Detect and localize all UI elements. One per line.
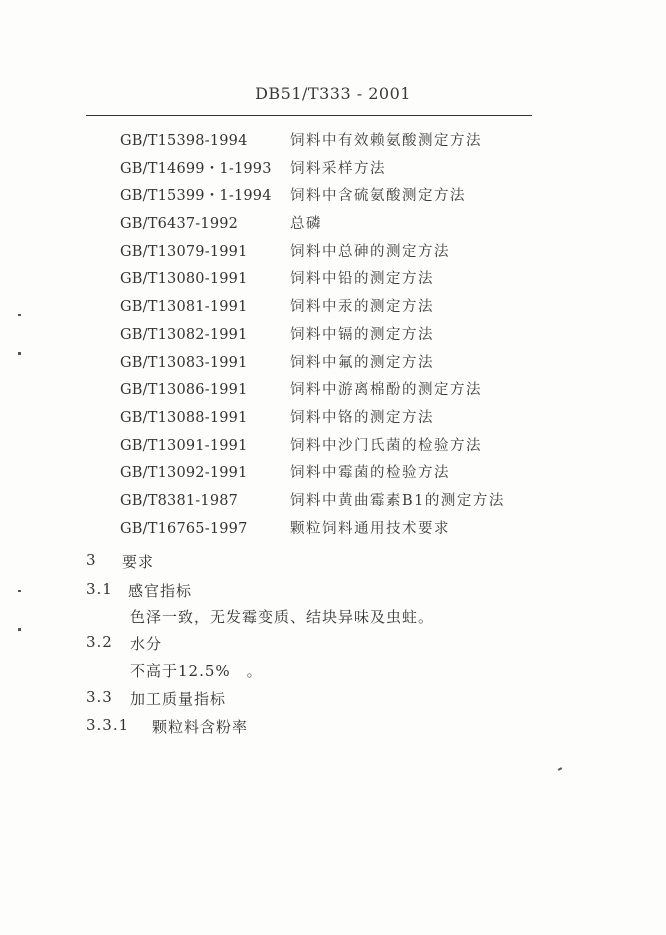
reference-title: 饲料采样方法 xyxy=(290,160,386,177)
reference-code: GB/T15398-1994 xyxy=(120,133,248,149)
reference-code: GB/T13083-1991 xyxy=(120,354,248,371)
section-3-1-heading xyxy=(0,580,666,604)
reference-title: 颗粒饲料通用技术要求 xyxy=(290,520,450,537)
section-title: 颗粒料含粉率 xyxy=(152,718,249,736)
section-title: 要求 xyxy=(122,553,155,571)
scan-speck xyxy=(18,628,21,631)
section-number: 3.2 xyxy=(86,633,113,651)
header-rule xyxy=(86,115,532,116)
reference-row xyxy=(0,156,666,184)
reference-title: 饲料中有效赖氨酸测定方法 xyxy=(290,133,482,149)
reference-row xyxy=(0,377,666,405)
reference-title: 饲料中霉菌的检验方法 xyxy=(290,465,450,482)
reference-row xyxy=(0,433,666,461)
section-3-2-heading xyxy=(0,633,666,657)
reference-title: 饲料中铬的测定方法 xyxy=(290,409,434,426)
section-3-3-heading xyxy=(0,688,666,712)
reference-title: 总磷 xyxy=(290,216,322,233)
standard-code-header: DB51/T333 - 2001 xyxy=(255,84,411,103)
reference-code: GB/T13081-1991 xyxy=(120,299,248,316)
reference-title: 饲料中总砷的测定方法 xyxy=(290,243,450,260)
section-3-1-body: 色泽一致，无发霉变质、结块异味及虫蛀。 xyxy=(130,608,435,626)
reference-code: GB/T16765-1997 xyxy=(120,520,248,537)
reference-title: 饲料中含硫氨酸测定方法 xyxy=(290,188,466,205)
reference-row xyxy=(0,183,666,211)
reference-row xyxy=(0,266,666,294)
scan-speck xyxy=(558,767,562,771)
section-3-3-1-heading xyxy=(0,716,666,740)
reference-title: 饲料中汞的测定方法 xyxy=(290,299,434,316)
reference-row xyxy=(0,516,666,544)
reference-row xyxy=(0,211,666,239)
normative-references-list xyxy=(0,128,666,543)
reference-code: GB/T13086-1991 xyxy=(120,382,248,399)
section-number: 3.3.1 xyxy=(86,716,130,734)
section-number: 3.1 xyxy=(86,580,113,598)
scan-speck xyxy=(18,314,21,316)
reference-row xyxy=(0,405,666,433)
scan-speck xyxy=(18,590,21,592)
section-3-2-body: 不高于12.5% 。 xyxy=(130,662,263,680)
reference-code: GB/T15399・1-1994 xyxy=(120,188,272,205)
section-number: 3.3 xyxy=(86,688,113,706)
reference-row xyxy=(0,294,666,322)
section-3-heading xyxy=(0,551,666,575)
section-number: 3 xyxy=(86,551,97,569)
reference-row xyxy=(0,488,666,516)
reference-title: 饲料中镉的测定方法 xyxy=(290,326,434,343)
section-title: 加工质量指标 xyxy=(130,690,227,708)
reference-title: 饲料中游离棉酚的测定方法 xyxy=(290,382,482,399)
reference-code: GB/T14699・1-1993 xyxy=(120,160,272,177)
reference-code: GB/T13080-1991 xyxy=(120,271,248,288)
reference-code: GB/T8381-1987 xyxy=(120,492,239,509)
reference-code: GB/T13088-1991 xyxy=(120,409,248,426)
reference-code: GB/T13082-1991 xyxy=(120,326,248,343)
reference-code: GB/T13091-1991 xyxy=(120,437,248,454)
reference-row xyxy=(0,128,666,156)
reference-row xyxy=(0,350,666,378)
section-title: 水分 xyxy=(130,635,163,653)
reference-row xyxy=(0,460,666,488)
section-title: 感官指标 xyxy=(128,582,193,600)
reference-code: GB/T6437-1992 xyxy=(120,216,239,233)
reference-title: 饲料中黄曲霉素B1的测定方法 xyxy=(290,492,505,509)
reference-title: 饲料中氟的测定方法 xyxy=(290,354,434,371)
scan-speck xyxy=(18,352,21,355)
reference-title: 饲料中沙门氏菌的检验方法 xyxy=(290,437,482,454)
reference-code: GB/T13079-1991 xyxy=(120,243,248,260)
reference-row xyxy=(0,239,666,267)
reference-row xyxy=(0,322,666,350)
reference-code: GB/T13092-1991 xyxy=(120,465,248,482)
reference-title: 饲料中铅的测定方法 xyxy=(290,271,434,288)
